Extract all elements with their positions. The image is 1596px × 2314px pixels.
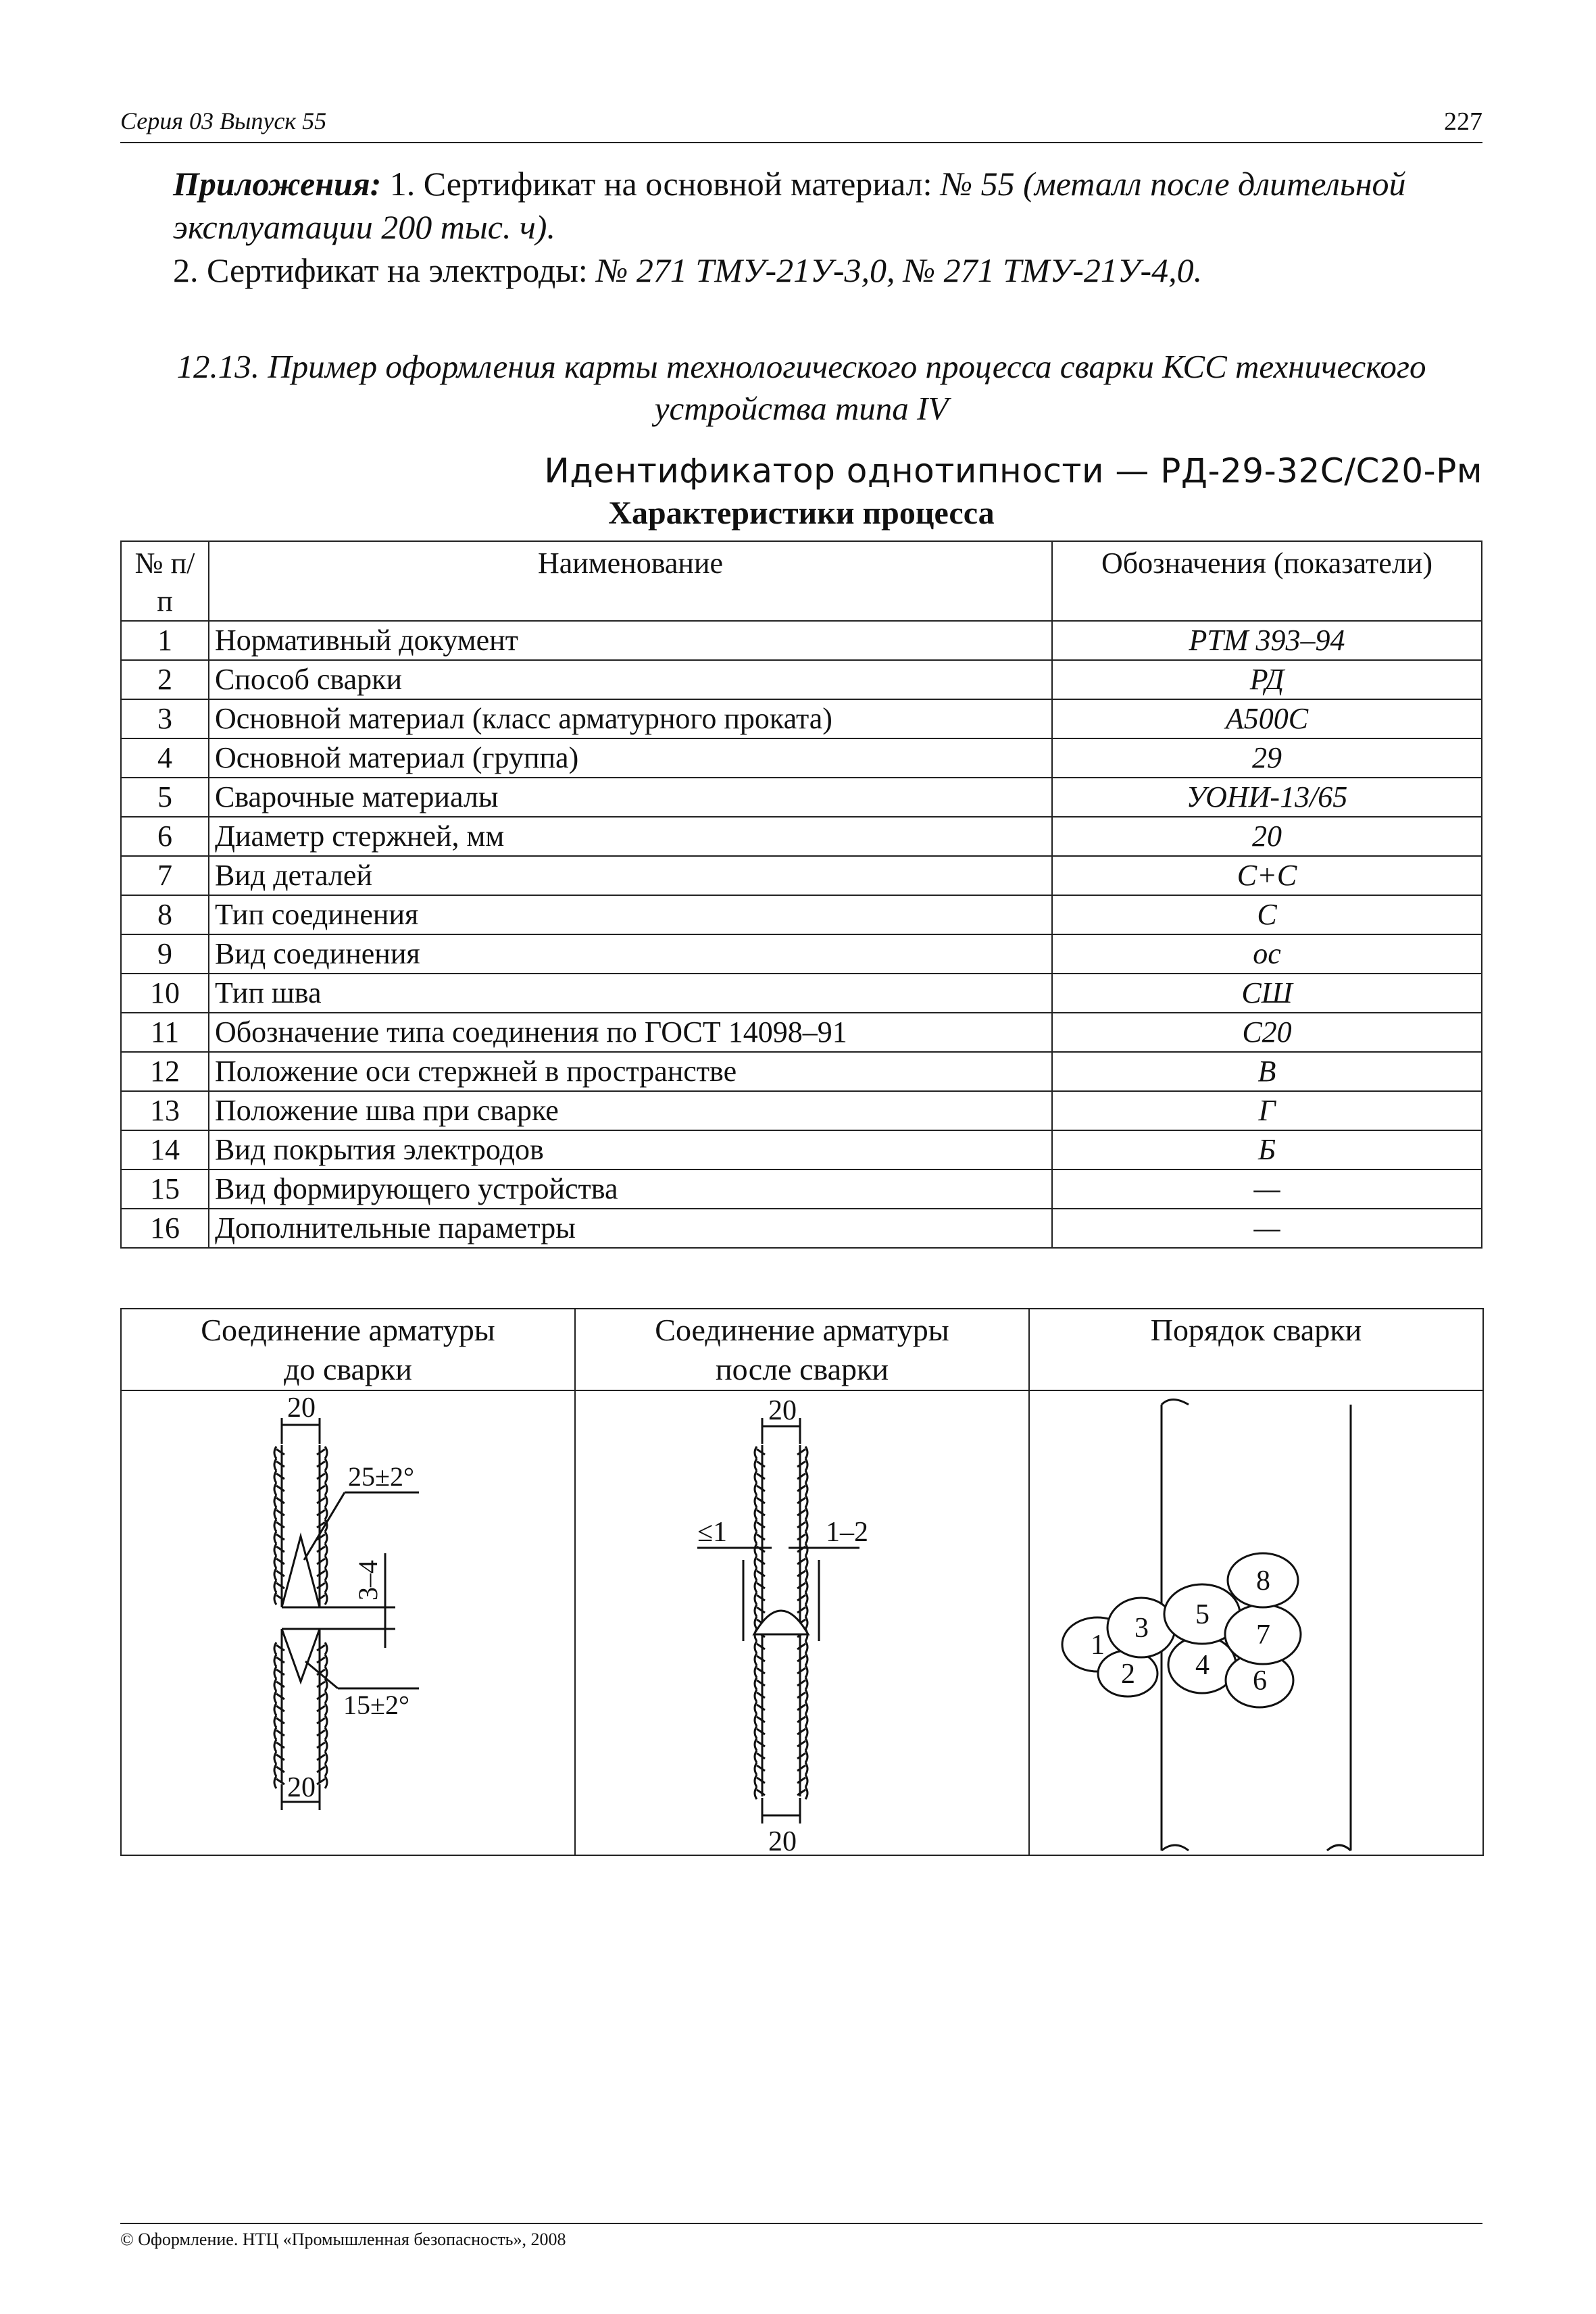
row-value: С20 <box>1052 1013 1482 1052</box>
footer-divider <box>120 2223 1482 2224</box>
table-row <box>121 699 1482 738</box>
table-row <box>121 1052 1482 1091</box>
row-value: — <box>1052 1209 1482 1248</box>
row-name: Тип соединения <box>209 895 1052 934</box>
before-angle-top: 25±2° <box>348 1461 414 1492</box>
table-row <box>121 1169 1482 1209</box>
appendix-item-2-value: № 271 ТМУ-21У-3,0, № 271 ТМУ-21У-4,0. <box>596 251 1203 289</box>
header-value: Обозначения (показатели) <box>1052 541 1482 621</box>
row-value: — <box>1052 1169 1482 1209</box>
row-name: Сварочные материалы <box>209 778 1052 817</box>
table-row <box>121 778 1482 817</box>
figure-before-welding <box>121 1390 575 1855</box>
row-number: 15 <box>121 1169 209 1209</box>
figure-header-after: Соединение арматуры после сварки <box>575 1309 1029 1390</box>
figures-table <box>120 1308 1484 1856</box>
row-value: ос <box>1052 934 1482 974</box>
before-gap: 3–4 <box>353 1560 383 1601</box>
row-number: 1 <box>121 621 209 660</box>
running-header-series: Серия 03 Выпуск 55 <box>120 107 327 134</box>
appendix-item-1-text: 1. Сертификат на основной материал: <box>389 165 941 203</box>
row-name: Положение оси стержней в пространстве <box>209 1052 1052 1091</box>
row-number: 8 <box>121 895 209 934</box>
figure-header-order: Порядок сварки <box>1029 1309 1483 1390</box>
table-row <box>121 895 1482 934</box>
header-num: № п/п <box>121 541 209 621</box>
row-number: 9 <box>121 934 209 974</box>
table-row <box>121 660 1482 699</box>
appendix-paragraph-2 <box>120 249 1482 292</box>
weld-pass-label: 8 <box>1256 1565 1270 1596</box>
table-row <box>121 1209 1482 1248</box>
row-name: Диаметр стержней, мм <box>209 817 1052 856</box>
page-number: 227 <box>1444 107 1482 136</box>
row-number: 13 <box>121 1091 209 1130</box>
table-row <box>121 817 1482 856</box>
row-number: 6 <box>121 817 209 856</box>
row-value: Б <box>1052 1130 1482 1169</box>
identifier-line: Идентификатор однотипности — РД-29-32С/С20-Рм <box>544 451 1482 491</box>
figure-header-before: Соединение арматуры до сварки <box>121 1309 575 1390</box>
row-number: 4 <box>121 738 209 778</box>
weld-pass-label: 6 <box>1253 1665 1267 1696</box>
figure-welding-order <box>1029 1390 1483 1855</box>
table-row <box>121 856 1482 895</box>
before-angle-bottom: 15±2° <box>343 1690 409 1720</box>
weld-pass-label: 7 <box>1256 1619 1270 1651</box>
table-title: Характеристики процесса <box>608 495 995 531</box>
row-name: Тип шва <box>209 974 1052 1013</box>
weld-pass-label: 3 <box>1134 1613 1149 1644</box>
row-name: Способ сварки <box>209 660 1052 699</box>
footer-copyright: © Оформление. НТЦ «Промышленная безопасность», 2008 <box>120 2230 566 2249</box>
process-table <box>120 540 1482 1249</box>
row-value: УОНИ-13/65 <box>1052 778 1482 817</box>
table-row <box>121 1013 1482 1052</box>
row-number: 12 <box>121 1052 209 1091</box>
weld-pass-label: 1 <box>1091 1630 1105 1661</box>
row-name: Вид формирующего устройства <box>209 1169 1052 1209</box>
weld-pass-label: 2 <box>1121 1659 1135 1690</box>
row-value: СШ <box>1052 974 1482 1013</box>
appendix-paragraph-1 <box>120 162 1482 249</box>
row-name: Обозначение типа соединения по ГОСТ 14098–91 <box>209 1013 1052 1052</box>
table-row <box>121 1091 1482 1130</box>
row-number: 7 <box>121 856 209 895</box>
row-number: 2 <box>121 660 209 699</box>
row-name: Нормативный документ <box>209 621 1052 660</box>
row-name: Основной материал (класс арматурного проката) <box>209 699 1052 738</box>
appendix-item-2-text: 2. Сертификат на электроды: <box>173 251 597 289</box>
header-name: Наименование <box>209 541 1052 621</box>
section-title-line-2: устройства типа IV <box>654 390 949 427</box>
weld-pass-label: 4 <box>1195 1650 1210 1681</box>
weld-pass-label: 5 <box>1195 1599 1210 1630</box>
row-value: РД <box>1052 660 1482 699</box>
row-name: Вид соединения <box>209 934 1052 974</box>
row-number: 10 <box>121 974 209 1013</box>
row-value: РТМ 393–94 <box>1052 621 1482 660</box>
row-number: 11 <box>121 1013 209 1052</box>
after-right-tolerance: 1–2 <box>826 1517 868 1548</box>
row-number: 14 <box>121 1130 209 1169</box>
table-header-row <box>121 541 1482 621</box>
row-name: Дополнительные параметры <box>209 1209 1052 1248</box>
row-name: Вид деталей <box>209 856 1052 895</box>
row-value: 29 <box>1052 738 1482 778</box>
table-row <box>121 934 1482 974</box>
row-value: С <box>1052 895 1482 934</box>
before-dim-top: 20 <box>287 1392 316 1424</box>
table-row <box>121 738 1482 778</box>
table-row <box>121 1130 1482 1169</box>
table-row <box>121 974 1482 1013</box>
appendix-item-1-value: № 55 (металл после длительной эксплуатации 200 тыс. ч). <box>173 165 1406 246</box>
after-dim-bottom: 20 <box>768 1826 797 1855</box>
row-number: 5 <box>121 778 209 817</box>
row-name: Вид покрытия электродов <box>209 1130 1052 1169</box>
row-value: 20 <box>1052 817 1482 856</box>
table-row <box>121 621 1482 660</box>
section-title <box>120 346 1482 430</box>
row-number: 16 <box>121 1209 209 1248</box>
row-value: С+С <box>1052 856 1482 895</box>
row-value: А500С <box>1052 699 1482 738</box>
header-divider <box>120 142 1482 143</box>
row-value: Г <box>1052 1091 1482 1130</box>
row-value: В <box>1052 1052 1482 1091</box>
row-number: 3 <box>121 699 209 738</box>
row-name: Основной материал (группа) <box>209 738 1052 778</box>
figure-after-welding <box>575 1390 1029 1855</box>
appendix-label: Приложения: <box>173 165 382 203</box>
section-title-line-1: 12.13. Пример оформления карты технологического процесса сварки КСС технического <box>176 348 1426 385</box>
before-dim-bottom: 20 <box>287 1772 316 1803</box>
after-left-tolerance: ≤1 <box>697 1517 728 1548</box>
after-dim-top: 20 <box>768 1395 797 1426</box>
row-name: Положение шва при сварке <box>209 1091 1052 1130</box>
